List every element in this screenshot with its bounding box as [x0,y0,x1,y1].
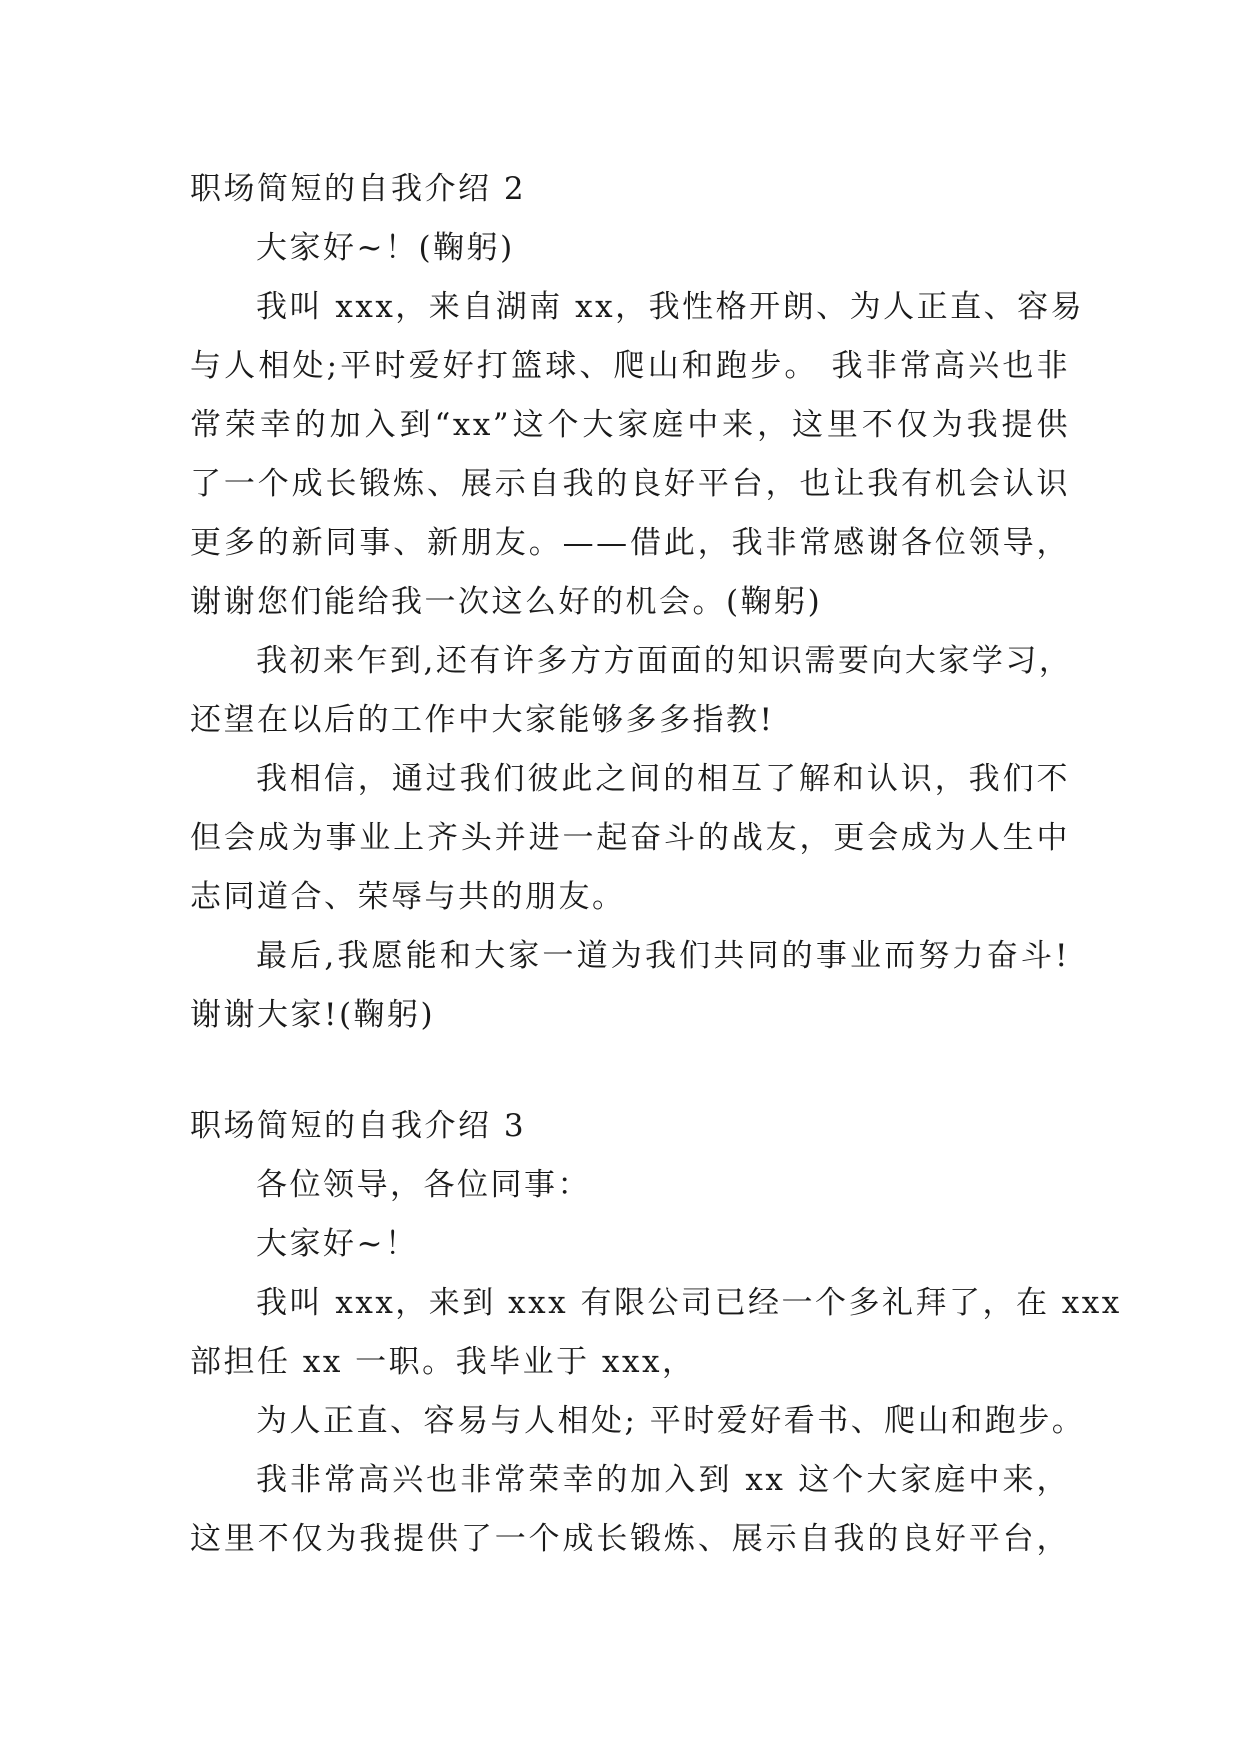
paragraph-line: 了一个成长锻炼、展示自我的良好平台，也让我有机会认识 [190,466,1070,502]
paragraph-line: 但会成为事业上齐头并进一起奋斗的战友，更会成为人生中 [190,820,1070,856]
paragraph-line: 各位领导，各位同事： [256,1167,591,1203]
paragraph-line: 我非常高兴也非常荣幸的加入到 xx 这个大家庭中来， [256,1462,1070,1498]
paragraph-line: 为人正直、容易与人相处; 平时爱好看书、爬山和跑步。 [256,1403,1086,1439]
paragraph-line: 常荣幸的加入到“xx”这个大家庭中来，这里不仅为我提供 [190,407,1070,443]
paragraph-line: 我叫 xxx，来自湖南 xx，我性格开朗、为人正直、容易 [256,289,1085,325]
paragraph-line: 我初来乍到,还有许多方方面面的知识需要向大家学习， [256,643,1073,679]
section-spacer [190,1045,1070,1097]
paragraph-line: 还望在以后的工作中大家能够多多指教! [190,702,775,738]
paragraph-line: 谢谢大家!(鞠躬) [190,997,436,1033]
paragraph-line: 这里不仅为我提供了一个成长锻炼、展示自我的良好平台， [190,1521,1070,1557]
paragraph-line: 与人相处;平时爱好打篮球、爬山和跑步。 我非常高兴也非 [190,348,1070,384]
paragraph-line: 谢谢您们能给我一次这么好的机会。(鞠躬) [190,584,823,620]
paragraph-line: 最后,我愿能和大家一道为我们共同的事业而努力奋斗! [256,938,1070,974]
paragraph-line: 我相信，通过我们彼此之间的相互了解和认识，我们不 [256,761,1070,797]
paragraph-line: 志同道合、荣辱与共的朋友。 [190,879,626,915]
section-title: 职场简短的自我介绍 3 [190,1108,527,1144]
paragraph-line: 大家好~！ [256,1226,419,1262]
document-body [190,160,1122,1569]
paragraph-line: 大家好~！(鞠躬) [256,230,515,266]
paragraph-line: 我叫 xxx，来到 xxx 有限公司已经一个多礼拜了，在 xxx [256,1285,1122,1321]
paragraph-line: 更多的新同事、新朋友。——借此，我非常感谢各位领导， [190,525,1070,561]
section-title: 职场简短的自我介绍 2 [190,171,527,207]
paragraph-line: 部担任 xx 一职。我毕业于 xxx， [190,1344,696,1380]
